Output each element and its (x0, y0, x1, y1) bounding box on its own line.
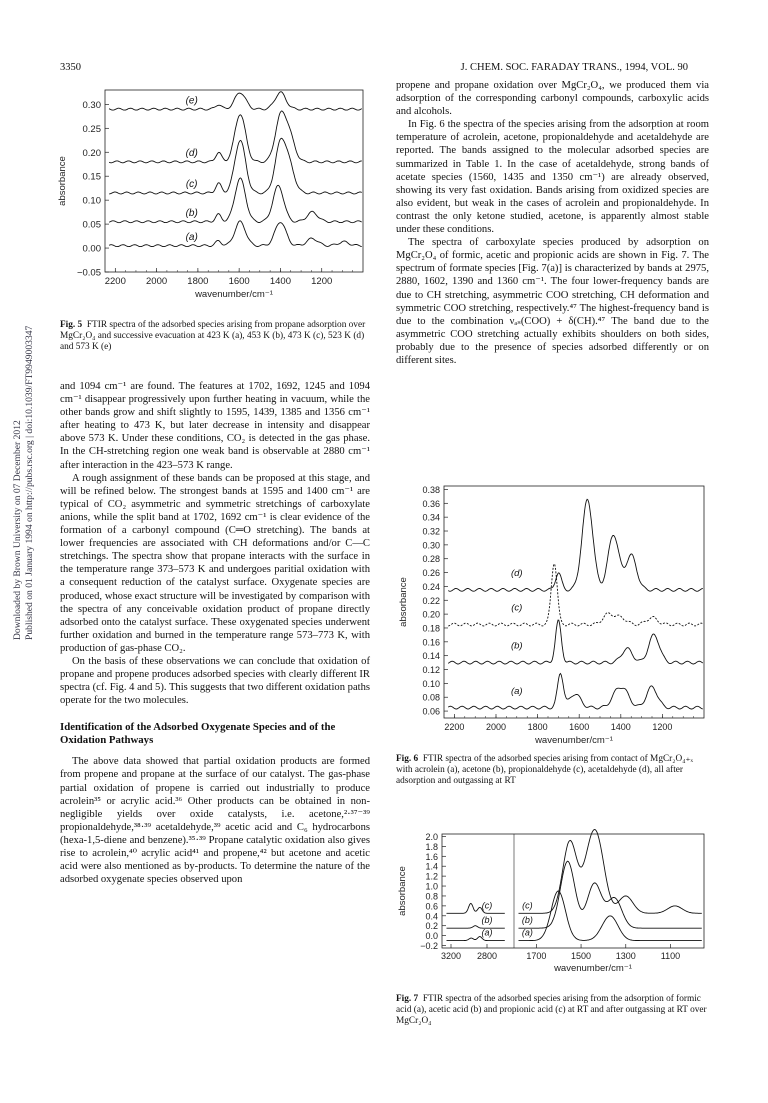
spectrum-line-a (109, 221, 362, 247)
y-tick-label: 0.05 (82, 219, 101, 231)
x-axis-label: wavenumber/cm⁻¹ (535, 735, 613, 746)
x-tick-label: 2200 (104, 276, 126, 287)
y-tick-label: 0.32 (422, 526, 440, 537)
y-tick-label: 1.8 (425, 841, 438, 852)
y-tick-label: 0.08 (422, 692, 440, 703)
x-tick-label: 1300 (615, 951, 636, 961)
x-tick-label: 2200 (444, 722, 465, 732)
paragraph: In Fig. 6 the spectra of the species arising from the adsorption at room temperature of acrolein, acetone, propionaldehyde and acetaldehyde are reported. The bands assigned to the molecular adsorbed species are summarized in Table 1. In the case of acetaldehyde, strong bands of acetate species (1560, 1435 and 1350 cm⁻¹) are already observed, showing its very fast oxidation. Bands arising from oxidized species are also evident, but weak in the cases of acrolein and propionaldehyde. In contrast the only ketone studied, acetone, is apparently almost stable under these conditions. (396, 119, 709, 236)
figure-7-caption-label: Fig. 7 (396, 994, 419, 1004)
series-label: (c) (185, 179, 198, 191)
paragraph: A rough assignment of these bands can be proposed at this stage, and will be refined below. The strongest bands at 1595 and 1400 cm⁻¹ are typical of CO₂ asymmetric and symmetric stretchings of carboxylate anions, while the split band at 1702, 1692 cm⁻¹ is clear evidence of the formation of a carbonyl compound (C═O stretching). The bands at lower frequencies are associated with CH deformations and/or C—C stretchings. The spectra show that propane interacts with the surface in the temperature range 373–573 K and undergoes paritial oxidation with a consequent reduction of the catalyst surface. Oxygenate species are produced, whose exact structure will be investigated by comparison with the spectra of any conceivable oxidation product of propane directly adsorbed onto the catalyst surface. These oxygenated species underwent further oxidation and burned in the temperature range 573–773 K, with production of gas-phase CO₂. (60, 472, 370, 654)
y-tick-label: 0.10 (82, 195, 101, 207)
y-axis-label: absorbance (57, 156, 68, 206)
spectrum-line-e (109, 92, 362, 110)
figure-7-chart (396, 828, 711, 978)
x-tick-label: 1600 (228, 276, 250, 287)
paragraph: On the basis of these observations we can conclude that oxidation of propane and propene produces adsorbed species with clearly different IR spectra (cf. Fig. 4 and 5). This suggests that two different oxidation paths operate for the two molecules. (60, 655, 371, 707)
x-tick-label: 1600 (569, 722, 590, 732)
figure-6-caption (396, 754, 711, 788)
y-tick-label: 0.20 (422, 609, 440, 620)
y-tick-label: 0.12 (422, 665, 440, 676)
y-tick-label: 0.8 (425, 891, 438, 902)
x-tick-label: 3200 (440, 951, 462, 961)
page-number: 3350 (60, 62, 81, 73)
x-tick-label: 1200 (311, 276, 333, 287)
spectrum-line-low-a (519, 891, 702, 941)
y-tick-label: 0.34 (422, 512, 440, 523)
series-label: (c) (481, 900, 493, 911)
x-tick-label: 1100 (660, 951, 681, 961)
figure-5-caption-text: FTIR spectra of the adsorbed species arising from propane adsorption over MgCr₂O₄ and successive evacuation at 423 K (a), 453 K (b), 473 K (c), 523 K (d) and 573 K (e) (60, 320, 366, 353)
y-tick-label: 0.00 (82, 243, 101, 255)
paragraph: and 1094 cm⁻¹ are found. The features at 1702, 1692, 1245 and 1094 cm⁻¹ disappear progressively upon further heating in vacuum, while the other bands grow and shift slightly to 1595, 1439, 1385 and 1356 cm⁻¹ after heating to 473 K, but later decrease in intensity and disappear above 573 K. Under these conditions, CO₂ is detected in the gas phase. In the CH-stretching region one weak band is observable at 2880 cm⁻¹ after interaction in the 423–573 K range. (60, 381, 370, 471)
y-tick-label: 2.0 (425, 831, 438, 842)
publication-note[interactable]: Published on 01 January 1994 on http://pubs.rsc.org | doi:10.1039/FT9949003347 (24, 325, 35, 640)
download-watermark (10, 120, 35, 640)
y-tick-label: 1.2 (425, 871, 438, 882)
x-tick-label: 1400 (610, 722, 631, 732)
figure-5-caption (60, 320, 370, 354)
download-note: Downloaded by Brown University on 07 December 2012 (12, 420, 23, 640)
section-heading: Identification of the Adsorbed Oxygenate Species and of the Oxidation Pathways (60, 721, 336, 747)
spectrum-line-high-a (447, 937, 505, 941)
figure-7-caption-text: FTIR spectra of the adsorbed species arising from the adsorption of formic acid (a), acetic acid (b) and propionic acid (c) at RT and after outgassing at RT over MgCr₂O₄ (396, 994, 707, 1027)
y-tick-label: 1.6 (425, 851, 438, 862)
y-tick-label: −0.2 (420, 941, 438, 952)
x-tick-label: 1500 (571, 951, 592, 961)
y-tick-label: 0.30 (82, 99, 101, 111)
spectrum-line-low-c (519, 830, 702, 914)
plot-frame (444, 486, 704, 718)
y-tick-label: 0.22 (422, 595, 440, 606)
y-tick-label: 0.25 (82, 123, 101, 135)
spectrum-line-a (448, 674, 703, 710)
paragraph: The above data showed that partial oxidation products are formed from propene and propane at the surface of our catalyst. The gas-phase partial oxidation of propene is carried out industrially to produce acrolein³⁵ or acrylic acid.³⁶ Other products can be obtained in non-negligible yields over oxide catalysts, i.e. acetone,²·³⁷⁻³⁹ propionaldehyde,³⁸·³⁹ acetaldehyde,³⁹ acetic acid and C₆ hydrocarbons (hexa-1,5-diene and benzene).³⁵·³⁹ Propane catalytic oxidation also gives rise to acrolein,⁴⁰ acrylic acid⁴¹ and propene,⁴² but acetone and acetic acid were also mentioned as by-products. To determine the nature of the adsorbed oxygenate species observed upon (60, 756, 370, 886)
y-tick-label: 0.0 (425, 931, 438, 942)
spectrum-line-c (448, 564, 703, 626)
y-tick-label: −0.05 (76, 267, 101, 279)
series-label: (d) (510, 568, 523, 580)
y-axis-label: absorbance (398, 577, 409, 627)
figure-6-caption-text: FTIR spectra of the adsorbed species arising from contact of MgCr₂O₄₊ₓ with acrolein (a), acetone (b), propionaldehyde (c), acetaldehyde (d), all after adsorption and outgassing at RT (396, 754, 694, 787)
series-label: (e) (185, 95, 198, 107)
series-label: (c) (522, 900, 533, 911)
figure-5-chart (55, 82, 370, 304)
y-tick-label: 1.0 (425, 881, 438, 892)
y-tick-label: 0.38 (422, 484, 440, 495)
spectrum-line-b (448, 620, 703, 664)
series-label: (b) (521, 915, 533, 926)
figure-5 (55, 82, 370, 304)
spectrum-line-b (109, 178, 362, 223)
series-label: (a) (521, 927, 533, 938)
y-tick-label: 0.26 (422, 568, 440, 579)
spectrum-line-d (448, 499, 703, 591)
y-tick-label: 0.06 (422, 706, 440, 717)
series-label: (d) (185, 148, 198, 160)
figure-7 (396, 828, 711, 978)
paragraph: The spectra of carboxylate species produced by adsorption on MgCr₂O₄ of formic, acetic and propionic acids are shown in Fig. 7. The spectrum of formate species [Fig. 7(a)] is characterized by bands at 2975, 2880, 1602, 1390 and 1360 cm⁻¹. The four lower-frequency bands are due to CH stretching, asymmetric COO stretching, CH deformation and symmetric COO stretching, respectively.⁴⁷ The highest-frequency band is due to the combination νₐₛ(COO) + δ(CH).⁴⁷ The band due to the asymmetric COO stretching actually exhibits shoulders on both sides, probably due to the presence of species adsorbed differently or on different sites. (396, 237, 709, 366)
y-tick-label: 0.20 (82, 147, 101, 159)
figure-7-caption (396, 994, 711, 1028)
spectrum-line-d (109, 111, 362, 163)
x-tick-label: 2000 (485, 722, 507, 732)
series-label: (b) (481, 915, 493, 926)
x-tick-label: 1200 (652, 722, 673, 732)
y-tick-label: 1.4 (425, 861, 438, 872)
spectrum-line-high-c (447, 903, 505, 913)
series-label: (a) (185, 231, 198, 243)
y-tick-label: 0.16 (422, 637, 440, 648)
y-tick-label: 0.6 (425, 901, 438, 912)
series-label: (a) (510, 685, 523, 697)
series-label: (c) (511, 602, 523, 614)
series-label: (a) (481, 927, 493, 938)
y-tick-label: 0.28 (422, 554, 440, 565)
x-tick-label: 1400 (269, 276, 292, 287)
x-axis-label: wavenumber/cm⁻¹ (554, 963, 632, 974)
x-tick-label: 1800 (187, 276, 209, 287)
paragraph: propene and propane oxidation over MgCr₂O₄, we produced them via adsorption of the corresponding carbonyl compounds, carboxylic acids and alcohols. (396, 80, 709, 118)
figure-6 (396, 478, 711, 750)
y-tick-label: 0.18 (422, 623, 440, 634)
y-axis-label: absorbance (397, 866, 408, 916)
figure-6-caption-label: Fig. 6 (396, 754, 419, 764)
figure-5-caption-label: Fig. 5 (60, 320, 83, 330)
y-tick-label: 0.36 (422, 498, 440, 509)
y-tick-label: 0.4 (425, 911, 438, 922)
x-axis-label: wavenumber/cm⁻¹ (195, 289, 273, 300)
journal-header: J. CHEM. SOC. FARADAY TRANS., 1994, VOL. 90 (460, 62, 688, 73)
series-label: (b) (185, 207, 198, 219)
series-label: (b) (510, 640, 523, 652)
spectrum-line-c (109, 138, 362, 194)
y-tick-label: 0.15 (82, 171, 101, 183)
right-column (396, 79, 709, 367)
y-tick-label: 0.10 (422, 678, 440, 689)
x-tick-label: 1700 (526, 951, 547, 961)
x-tick-label: 1800 (527, 722, 548, 732)
x-tick-label: 2000 (146, 276, 168, 287)
y-tick-label: 0.30 (422, 540, 440, 551)
y-tick-label: 0.2 (425, 921, 438, 932)
spectrum-line-high-b (447, 926, 505, 929)
y-tick-label: 0.14 (422, 651, 440, 662)
figure-6-chart (396, 478, 711, 750)
x-tick-label: 2800 (476, 951, 498, 961)
left-column (60, 380, 370, 886)
y-tick-label: 0.24 (422, 581, 440, 592)
